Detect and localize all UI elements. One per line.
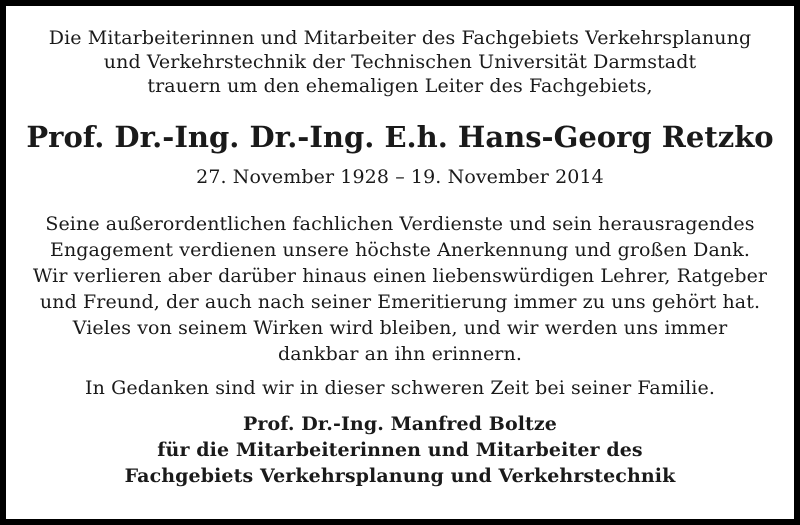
life-dates: 27. November 1928 – 19. November 2014 (196, 166, 604, 188)
signature-name: Prof. Dr.-Ing. Manfred Boltze (243, 413, 557, 435)
signature-line-3: Fachgebiets Verkehrsplanung und Verkehrstechnik (124, 465, 676, 487)
intro-line-3: trauern um den ehemaligen Leiter des Fachgebiets, (147, 75, 653, 97)
tribute-line-6: dankbar an ihn erinnern. (278, 343, 522, 365)
intro-line-1: Die Mitarbeiterinnen und Mitarbeiter des Fachgebiets Verkehrsplanung (48, 27, 752, 49)
signature-line-2: für die Mitarbeiterinnen und Mitarbeiter des (157, 439, 643, 461)
tribute-line-2: Engagement verdienen unsere höchste Anerkennung und großen Dank. (49, 239, 751, 261)
condolence-line: In Gedanken sind wir in dieser schweren Zeit bei seiner Familie. (85, 377, 715, 399)
tribute-line-5: Vieles von seinem Wirken wird bleiben, und wir werden uns immer (72, 317, 728, 339)
tribute-line-4: und Freund, der auch nach seiner Emeritierung immer zu uns gehört hat. (39, 291, 761, 313)
deceased-name: Prof. Dr.-Ing. Dr.-Ing. E.h. Hans-Georg Retzko (26, 120, 774, 154)
tribute-line-1: Seine außerordentlichen fachlichen Verdienste und sein herausragendes (45, 213, 755, 235)
tribute-line-3: Wir verlieren aber darüber hinaus einen liebenswürdigen Lehrer, Ratgeber (32, 265, 768, 287)
intro-line-2: und Verkehrstechnik der Technischen Universität Darmstadt (103, 51, 697, 73)
